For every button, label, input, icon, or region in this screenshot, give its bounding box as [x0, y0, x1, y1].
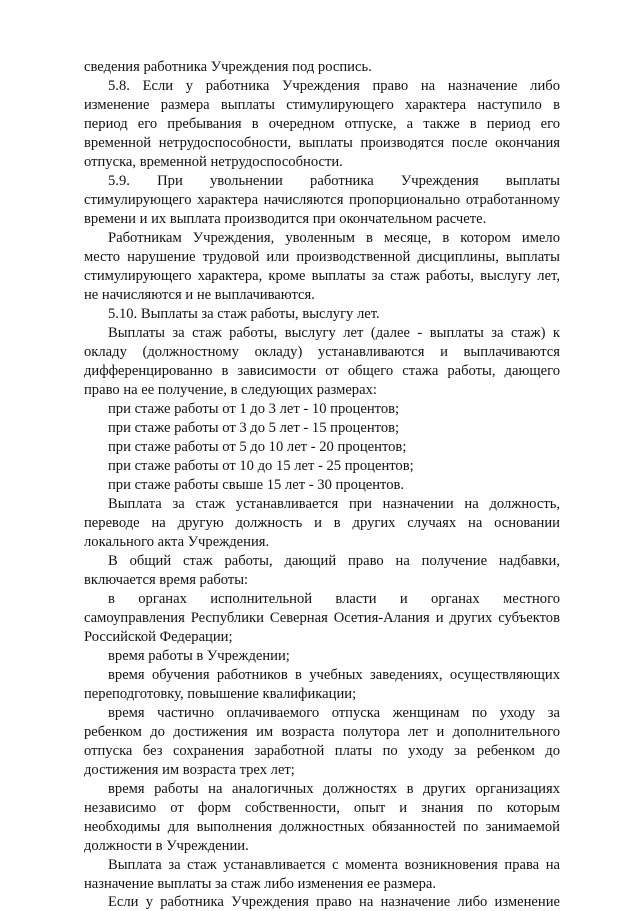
text-line: стимулирующего характера начисляются пропорционально отработанному: [84, 192, 560, 208]
text-line: 5.9. При увольнении работника Учреждения выплаты: [108, 173, 560, 189]
list-item: при стаже работы от 10 до 15 лет - 25 процентов;: [108, 458, 414, 474]
text-line: не начисляются и не выплачиваются.: [84, 287, 315, 303]
text-line: независимо от форм собственности, опыт и знания по которым: [84, 800, 560, 816]
text-line: переподготовку, повышение квалификации;: [84, 686, 357, 702]
text-line: Российской Федерации;: [84, 629, 233, 645]
list-item: при стаже работы от 3 до 5 лет - 15 процентов;: [108, 420, 400, 436]
text-line: В общий стаж работы, дающий право на получение надбавки,: [108, 553, 560, 569]
text-line: переводе на другую должность и в других случаях на основании: [84, 515, 560, 531]
text-line: Выплата за стаж устанавливается с момента возникновения права на: [108, 857, 560, 873]
text-line: назначение выплаты за стаж либо изменения ее размера.: [84, 876, 437, 892]
text-line: право на ее получение, в следующих размерах:: [84, 382, 377, 398]
text-line: место нарушение трудовой или производственной дисциплины, выплаты: [84, 249, 560, 265]
text-line: самоуправления Республики Северная Осетия-Алания и других субъектов: [84, 610, 560, 626]
text-line: отпуска без сохранения заработной платы по уходу за ребенком до: [84, 743, 560, 759]
text-line: сведения работника Учреждения под роспись.: [84, 59, 372, 75]
text-line: время работы в Учреждении;: [108, 648, 290, 664]
text-line: отпуска, временной нетрудоспособности.: [84, 154, 343, 170]
text-line: включается время работы:: [84, 572, 249, 588]
text-line: Выплата за стаж устанавливается при назначении на должность,: [108, 496, 560, 512]
list-item: при стаже работы свыше 15 лет - 30 процентов.: [108, 477, 405, 493]
text-line: изменение размера выплаты стимулирующего характера наступило в: [84, 97, 560, 113]
text-line: достижения им возраста трех лет;: [84, 762, 295, 778]
text-line: ребенком до достижения им возраста полутора лет и дополнительного: [84, 724, 560, 740]
text-line: Работникам Учреждения, уволенным в месяце, в котором имело: [108, 230, 560, 246]
text-line: 5.10. Выплаты за стаж работы, выслугу лет.: [108, 306, 380, 322]
text-line: 5.8. Если у работника Учреждения право на назначение либо: [108, 78, 560, 94]
text-line: Если у работника Учреждения право на назначение либо изменение: [108, 894, 560, 910]
list-item: при стаже работы от 5 до 10 лет - 20 процентов;: [108, 439, 407, 455]
text-line: окладу (должностному окладу) устанавливаются и выплачиваются: [84, 344, 560, 360]
text-line: время обучения работников в учебных заведениях, осуществляющих: [108, 667, 560, 683]
text-line: необходимы для выполнения должностных обязанностей по занимаемой: [84, 819, 560, 835]
list-item: при стаже работы от 1 до 3 лет - 10 процентов;: [108, 401, 400, 417]
text-line: стимулирующего характера, кроме выплаты за стаж работы, выслугу лет,: [84, 268, 560, 284]
text-line: дифференцированно в зависимости от общего стажа работы, дающего: [84, 363, 560, 379]
text-line: Выплаты за стаж работы, выслугу лет (далее - выплаты за стаж) к: [108, 325, 560, 341]
text-line: времени и их выплата производится при окончательном расчете.: [84, 211, 487, 227]
text-line: в органах исполнительной власти и органах местного: [108, 591, 560, 607]
text-line: период его пребывания в очередном отпуске, а также в период его: [84, 116, 560, 132]
text-line: временной нетрудоспособности, выплаты производятся после окончания: [84, 135, 560, 151]
text-line: время частично оплачиваемого отпуска женщинам по уходу за: [108, 705, 560, 721]
text-line: локального акта Учреждения.: [84, 534, 270, 550]
text-line: время работы на аналогичных должностях в других организациях: [108, 781, 560, 797]
text-line: должности в Учреждении.: [84, 838, 249, 854]
